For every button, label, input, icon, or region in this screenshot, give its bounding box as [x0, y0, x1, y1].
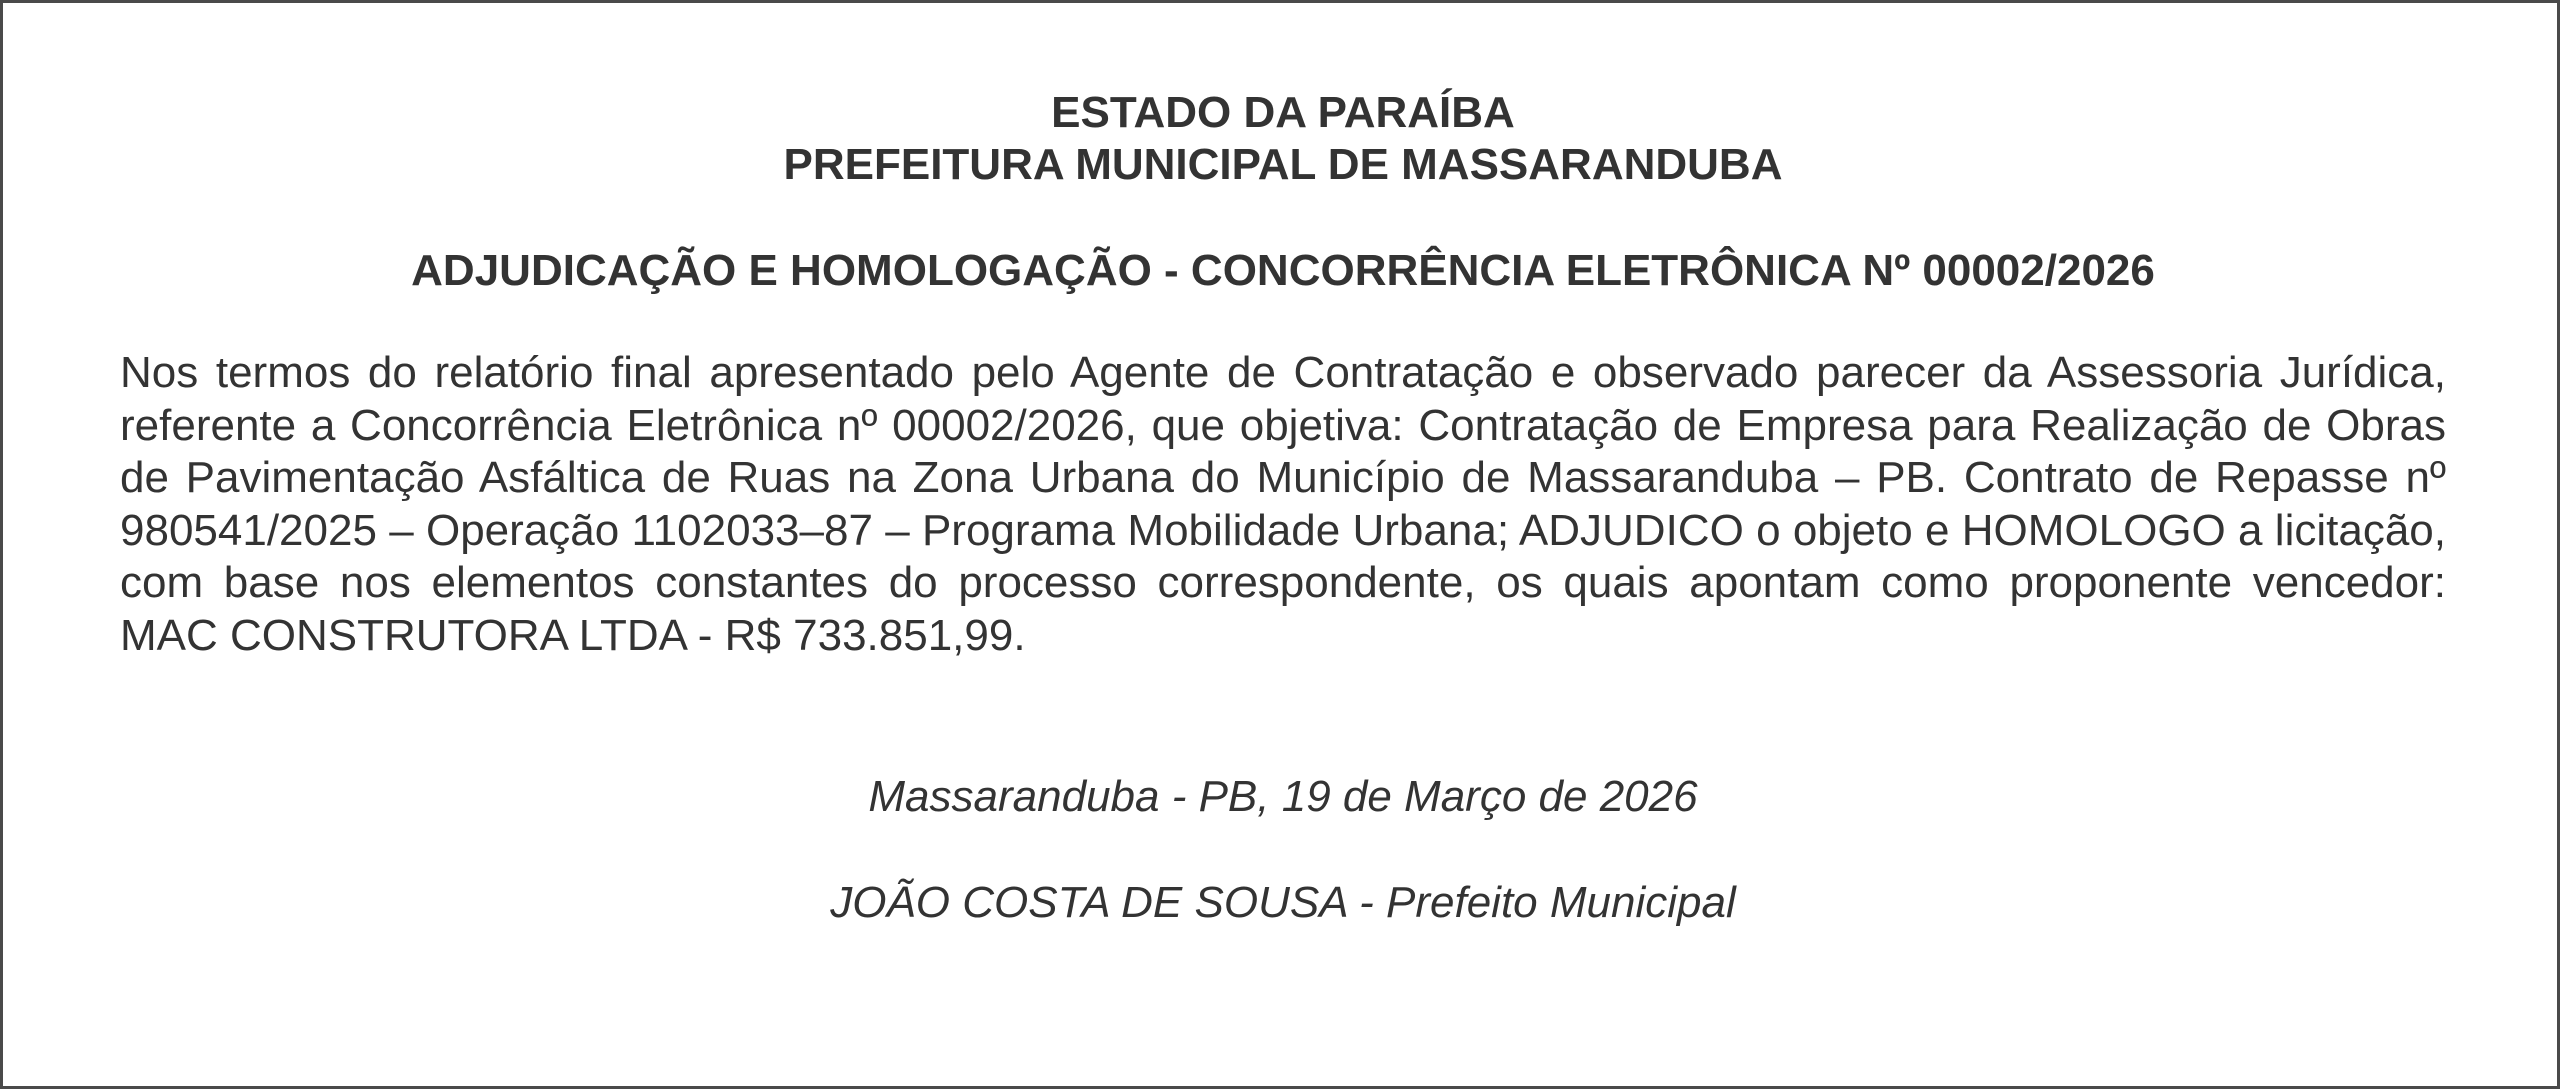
signature-line: JOÃO COSTA DE SOUSA - Prefeito Municipal: [830, 878, 1736, 927]
state-heading: ESTADO DA PARAÍBA: [1051, 88, 1515, 137]
notice-body: Nos termos do relatório final apresentado pelo Agente de Contratação e observado parecer da Assessoria Jurídica, referente a Concorrência Eletrônica nº 00002/2026, que objetiva: Contratação de Empresa para Realização de Obras de Pavimentação Asfáltica de Ruas na Zona Urbana do Município de Massaranduba – PB. Contrato de Repasse nº 980541/2025 – Operação 1102033–87 – Programa Mobilidade Urbana; ADJUDICO o objeto e HOMOLOGO a licitação, com base nos elementos constantes do processo correspondente, os quais apontam como proponente vencedor: MAC CONSTRUTORA LTDA - R$ 733.851,99.: [120, 348, 2446, 660]
municipality-heading: PREFEITURA MUNICIPAL DE MASSARANDUBA: [783, 140, 1783, 189]
place-date: Massaranduba - PB, 19 de Março de 2026: [868, 772, 1698, 821]
notice-title: ADJUDICAÇÃO E HOMOLOGAÇÃO - CONCORRÊNCIA ELETRÔNICA Nº 00002/2026: [411, 246, 2155, 295]
